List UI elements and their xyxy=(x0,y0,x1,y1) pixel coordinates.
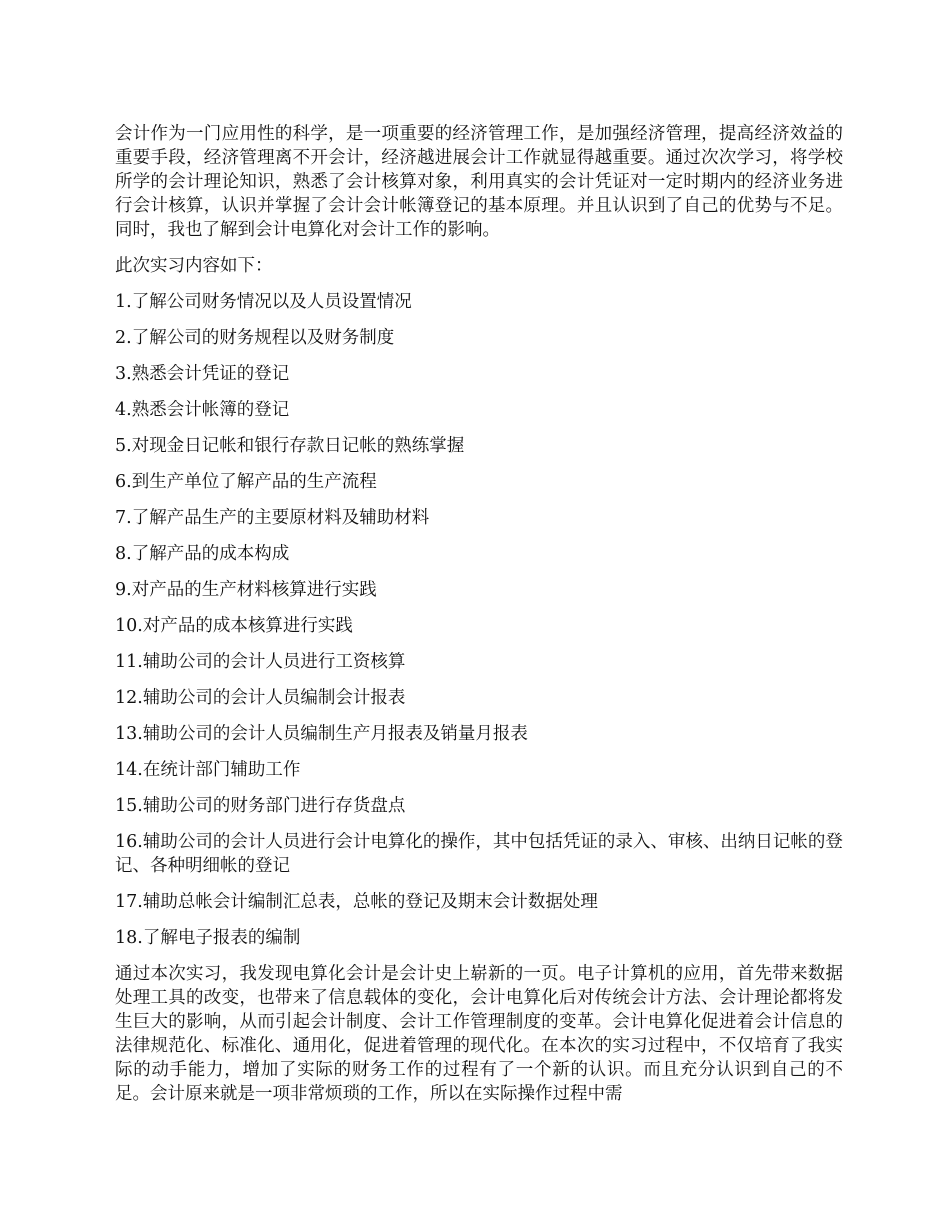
list-item: 11.辅助公司的会计人员进行工资核算 xyxy=(115,652,406,672)
list-item: 17.辅助总帐会计编制汇总表，总帐的登记及期末会计数据处理 xyxy=(115,892,598,912)
list-item: 14.在统计部门辅助工作 xyxy=(115,760,301,780)
list-item: 2.了解公司的财务规程以及财务制度 xyxy=(115,328,395,348)
list-item: 18.了解电子报表的编制 xyxy=(115,928,301,948)
list-heading: 此次实习内容如下： xyxy=(115,256,273,276)
conclusion-paragraph: 通过本次实习，我发现电算化会计是会计史上崭新的一页。电子计算机的应用，首先带来数据处理工具的改变，也带来了信息载体的变化，会计电算化后对传统会计方法、会计理论都将发生巨大的影响，从而引起会计制度、会计工作管理制度的变革。会计电算化促进着会计信息的法律规范化、标准化、通用化，促进着管理的现代化。在本次的实习过程中，不仅培育了我实际的动手能力，增加了实际的财务工作的过程有了一个新的认识。而且充分认识到自己的不足。会计原来就是一项非常烦琐的工作，所以在实际操作过程中需 xyxy=(115,964,843,1104)
list-item: 6.到生产单位了解产品的生产流程 xyxy=(115,472,377,492)
list-item: 3.熟悉会计凭证的登记 xyxy=(115,364,290,384)
list-item: 16.辅助公司的会计人员进行会计电算化的操作，其中包括凭证的录入、审核、出纳日记帐的登记、各种明细帐的登记 xyxy=(115,832,843,876)
list-item: 13.辅助公司的会计人员编制生产月报表及销量月报表 xyxy=(115,724,528,744)
list-item: 1.了解公司财务情况以及人员设置情况 xyxy=(115,292,412,312)
list-item: 10.对产品的成本核算进行实践 xyxy=(115,616,353,636)
list-item: 4.熟悉会计帐簿的登记 xyxy=(115,400,290,420)
list-item: 12.辅助公司的会计人员编制会计报表 xyxy=(115,688,406,708)
list-item: 5.对现金日记帐和银行存款日记帐的熟练掌握 xyxy=(115,436,465,456)
list-item: 9.对产品的生产材料核算进行实践 xyxy=(115,580,377,600)
intro-paragraph: 会计作为一门应用性的科学，是一项重要的经济管理工作，是加强经济管理，提高经济效益的重要手段，经济管理离不开会计，经济越进展会计工作就显得越重要。通过次次学习，将学校所学的会计理论知识，熟悉了会计核算对象，利用真实的会计凭证对一定时期内的经济业务进行会计核算，认识并掌握了会计会计帐簿登记的基本原理。并且认识到了自己的优势与不足。同时，我也了解到会计电算化对会计工作的影响。 xyxy=(115,124,843,240)
list-item: 15.辅助公司的财务部门进行存货盘点 xyxy=(115,796,406,816)
list-item: 8.了解产品的成本构成 xyxy=(115,544,290,564)
list-item: 7.了解产品生产的主要原材料及辅助材料 xyxy=(115,508,430,528)
document-body xyxy=(115,122,843,1118)
